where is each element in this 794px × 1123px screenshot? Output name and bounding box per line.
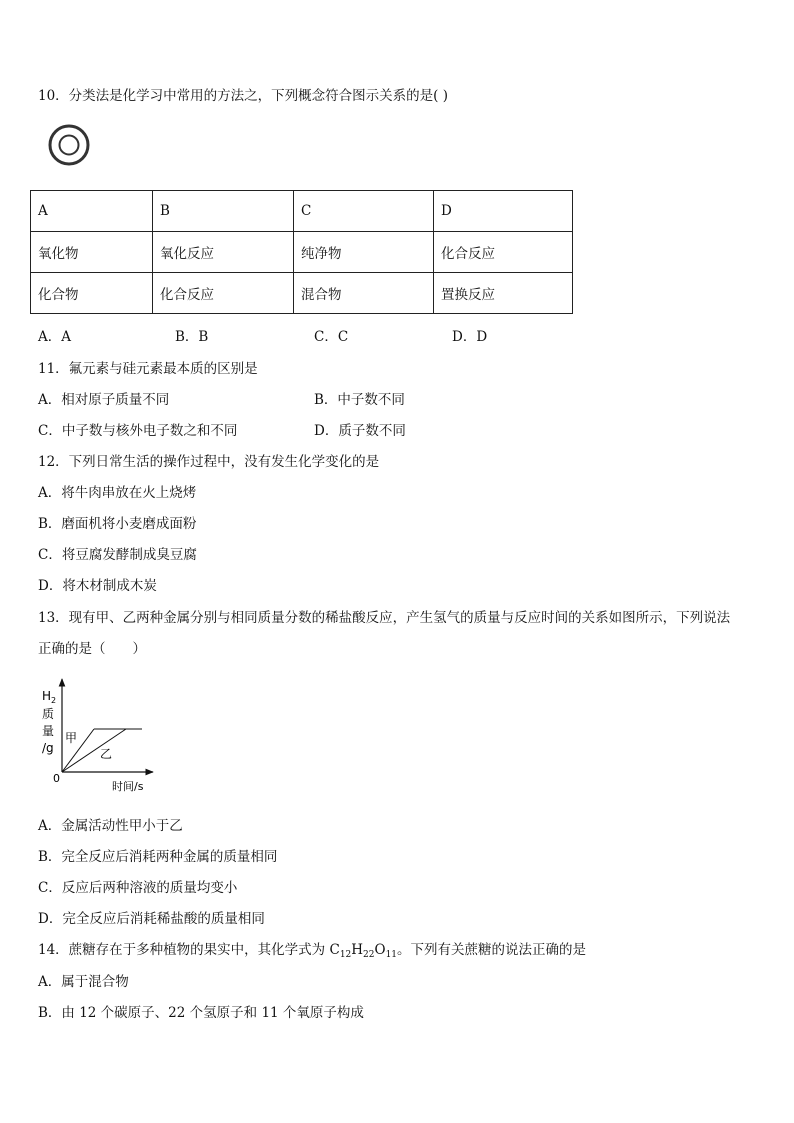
table-cell: 化合反应: [153, 273, 294, 314]
q11-option-b: B．中子数不同: [314, 392, 405, 408]
q12-stem: 12．下列日常生活的操作过程中，没有发生化学变化的是: [38, 454, 380, 470]
q12-option-b: B．磨面机将小麦磨成面粉: [38, 516, 197, 532]
y-label-h: $H_2$: [42, 689, 57, 705]
q13-stem-line1: 13．现有甲、乙两种金属分别与相同质量分数的稀盐酸反应，产生氢气的质量与反应时间的关系如图所示，下列说法: [38, 610, 731, 626]
table-cell: 混合物: [294, 273, 434, 314]
x-label: 时间/s: [112, 780, 144, 793]
q13-option-b: B．完全反应后消耗两种金属的质量相同: [38, 849, 278, 865]
series-yi-label: 乙: [100, 747, 113, 761]
y-label-char: 量: [42, 724, 55, 738]
q11-option-c: C．中子数与核外电子数之和不同: [38, 423, 238, 439]
q14-stem: [38, 938, 586, 958]
q10-option-c: C．C: [314, 329, 349, 345]
formula-subscript: 22: [363, 950, 375, 960]
table-cell: 纯净物: [294, 232, 434, 273]
table-cell: 置换反应: [434, 273, 573, 314]
q10-option-d: D．D: [452, 329, 488, 345]
q10-table: [30, 190, 573, 314]
table-row: [31, 273, 573, 314]
q14-stem-pre: 14．蔗糖存在于多种植物的果实中，其化学式为 C: [38, 942, 340, 958]
table-cell: 氧化反应: [153, 232, 294, 273]
q11-stem: 11．氟元素与硅元素最本质的区别是: [38, 361, 258, 377]
table-row: [31, 232, 573, 273]
formula-element: H: [351, 942, 364, 958]
formula-subscript: 11: [385, 950, 398, 960]
q12-option-d: D．将木材制成木炭: [38, 578, 157, 594]
inner-circle: [60, 136, 79, 155]
y-label-char: 质: [42, 707, 55, 721]
q13-option-c: C．反应后两种溶液的质量均变小: [38, 880, 238, 896]
q13-option-a: A．金属活动性甲小于乙: [38, 818, 183, 834]
table-cell: C: [294, 191, 434, 232]
table-cell: 化合物: [31, 273, 153, 314]
q10-stem: 10．分类法是化学习中常用的方法之，下列概念符合图示关系的是( ): [38, 88, 449, 104]
formula-element: O: [374, 942, 386, 958]
q12-option-a: A．将牛肉串放在火上烧烤: [38, 485, 197, 501]
table-cell: A: [31, 191, 153, 232]
q10-option-b: B．B: [175, 329, 209, 345]
q14-stem-post: 。下列有关蔗糖的说法正确的是: [397, 942, 587, 958]
origin-label: 0: [53, 772, 60, 785]
formula-subscript: 12: [339, 950, 352, 960]
y-label-unit: /g: [42, 741, 54, 755]
outer-circle: [50, 126, 88, 164]
q13-option-d: D．完全反应后消耗稀盐酸的质量相同: [38, 911, 265, 927]
table-cell: D: [434, 191, 573, 232]
q10-option-a: A．A: [38, 329, 71, 345]
table-cell: B: [153, 191, 294, 232]
series-jia-label: 甲: [65, 731, 78, 745]
q13-stem-line2: 正确的是（ ）: [38, 641, 146, 657]
concentric-circles-diagram: [48, 122, 92, 168]
q11-option-a: A．相对原子质量不同: [38, 392, 170, 408]
table-cell: 化合反应: [434, 232, 573, 273]
q14-option-a: A．属于混合物: [38, 974, 129, 990]
table-cell: 氧化物: [31, 232, 153, 273]
q14-option-b: B．由 12 个碳原子、22 个氢原子和 11 个氧原子构成: [38, 1005, 364, 1021]
q13-graph: [38, 676, 158, 798]
table-row: [31, 191, 573, 232]
q12-option-c: C．将豆腐发酵制成臭豆腐: [38, 547, 197, 563]
q11-option-d: D．质子数不同: [314, 423, 406, 439]
